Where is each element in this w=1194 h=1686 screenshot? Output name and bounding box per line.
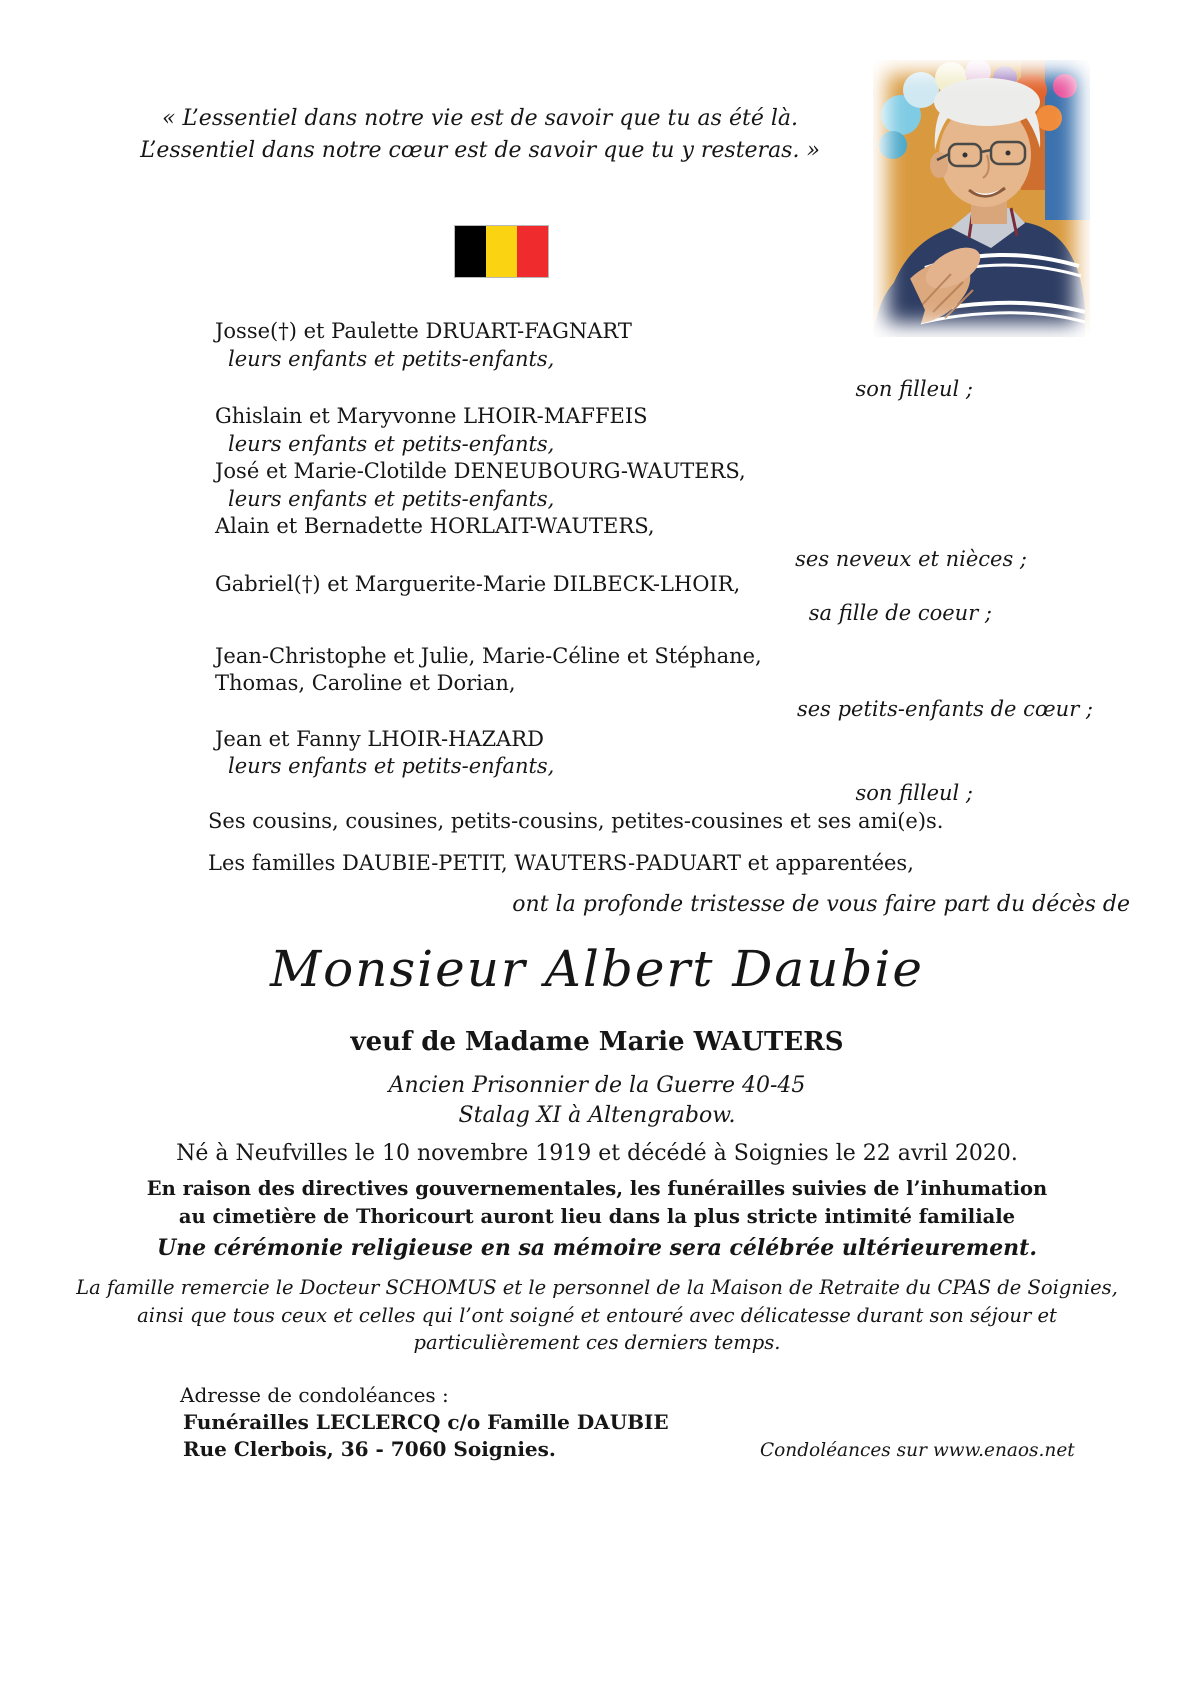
portrait-illustration [873,60,1090,337]
flag-black-stripe [455,226,486,277]
family-sub-line: leurs enfants et petits-enfants, [228,754,555,778]
family-member-line: Josse(†) et Paulette DRUART-FAGNART [215,319,632,343]
family-sub-line: leurs enfants et petits-enfants, [228,347,555,371]
relation-label: son filleul ; [855,781,973,805]
family-member-line: Ses cousins, cousines, petits-cousins, petites-cousines et ses ami(e)s. [208,809,944,833]
family-sub-line: leurs enfants et petits-enfants, [228,432,555,456]
family-member-line: Jean-Christophe et Julie, Marie-Céline et Stéphane, [215,644,762,668]
life-dates-line: Né à Neufvilles le 10 novembre 1919 et décédé à Soignies le 22 avril 2020. [176,1141,1018,1166]
relation-label: ses petits-enfants de cœur ; [796,697,1093,721]
funeral-restriction-line-2: au cimetière de Thoricourt auront lieu dans la plus stricte intimité familiale [178,1205,1016,1228]
flag-yellow-stripe [486,226,517,277]
relation-label: sa fille de coeur ; [808,601,992,625]
funeral-home-address: Rue Clerbois, 36 - 7060 Soignies. [183,1437,556,1461]
relation-label: son filleul ; [855,377,973,401]
condolence-address-label: Adresse de condoléances : [180,1383,449,1407]
family-member-line: Les familles DAUBIE-PETIT, WAUTERS-PADUART et apparentées, [208,851,914,875]
thanks-line-3: particulièrement ces derniers temps. [413,1331,781,1354]
family-member-line: Alain et Bernadette HORLAIT-WAUTERS, [215,514,655,538]
portrait-photo [873,60,1090,337]
funeral-home-line: Funérailles LECLERCQ c/o Famille DAUBIE [183,1410,669,1434]
thanks-line-2: ainsi que tous ceux et celles qui l’ont soigné et entouré avec délicatesse durant son séjour et [137,1304,1057,1327]
quote-line-2: L’essentiel dans notre cœur est de savoir que tu y resteras. » [140,138,820,163]
family-member-line: Gabriel(†) et Marguerite-Marie DILBECK-LHOIR, [215,572,741,596]
family-sub-line: leurs enfants et petits-enfants, [228,487,555,511]
quote-line-1: « L’essentiel dans notre vie est de savoir que tu as été là. [162,106,798,131]
flag-red-stripe [517,226,548,277]
widower-line: veuf de Madame Marie WAUTERS [350,1027,844,1057]
memorial-quote [90,103,870,167]
family-member-line: Jean et Fanny LHOIR-HAZARD [215,727,544,751]
funeral-restriction-line-1: En raison des directives gouvernementales, les funérailles suivies de l’inhumation [146,1177,1048,1200]
belgian-flag-icon [454,225,549,278]
war-title-line: Ancien Prisonnier de la Guerre 40-45 [388,1073,806,1098]
family-member-line: Thomas, Caroline et Dorian, [215,671,516,695]
thanks-line-1: La famille remercie le Docteur SCHOMUS et le personnel de la Maison de Retraite du CPAS de Soignies, [76,1276,1118,1299]
deceased-name: Monsieur Albert Daubie [269,940,924,998]
family-member-line: José et Marie-Clotilde DENEUBOURG-WAUTERS, [215,459,746,483]
announcement-phrase: ont la profonde tristesse de vous faire part du décès de [512,892,1130,917]
relation-label: ses neveux et nièces ; [795,547,1027,571]
ceremony-line: Une cérémonie religieuse en sa mémoire sera célébrée ultérieurement. [156,1235,1038,1261]
online-condolences-line: Condoléances sur www.enaos.net [760,1440,1075,1461]
family-member-line: Ghislain et Maryvonne LHOIR-MAFFEIS [215,404,648,428]
war-camp-line: Stalag XI à Altengrabow. [458,1103,736,1128]
